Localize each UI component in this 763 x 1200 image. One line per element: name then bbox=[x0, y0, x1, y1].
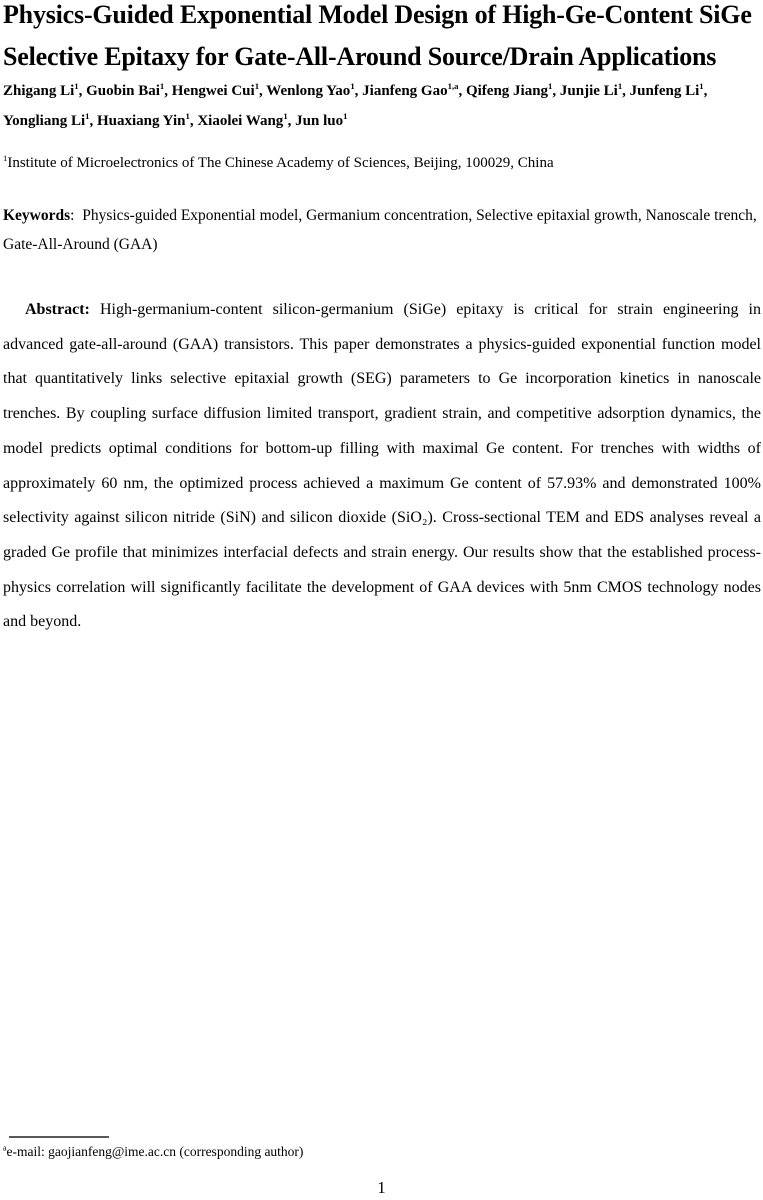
paper-title bbox=[3, 0, 761, 78]
author-name: Guobin Bai$^1$, bbox=[86, 81, 172, 99]
author-list bbox=[3, 76, 761, 136]
footnote-superscript: a bbox=[3, 1143, 7, 1153]
page-number: 1 bbox=[377, 1178, 386, 1197]
footnote-separator-rule bbox=[9, 1136, 109, 1138]
author-name: Yongliang Li$^1$, bbox=[3, 111, 97, 129]
author-superscript: 1 bbox=[85, 111, 90, 121]
paper-title-line-1: Physics-Guided Exponential Model Design of High-Ge-Content SiGe bbox=[3, 0, 752, 29]
author-superscript: 1 bbox=[185, 111, 190, 121]
footnote-text: e-mail: gaojianfeng@ime.ac.cn (corresponding author) bbox=[6, 1144, 304, 1159]
author-name: Qifeng Jiang$^1$, bbox=[465, 81, 560, 99]
author-superscript: 1 bbox=[350, 81, 355, 91]
abstract-text: High-germanium-content silicon-germanium (SiGe) epitaxy is critical for strain engineering in advanced gate-all-around (GAA) transistors. This paper demonstrates a physics-guided exponential function model that quantitatively links selective epitaxial growth (SEG) parameters to Ge incorporation kinetics in nanoscale trenches. By coupling surface diffusion limited transport, gradient strain, and competitive adsorption dynamics, the model predicts optimal conditions for bottom-up filling with maximal Ge content. For trenches with widths of approximately 60 nm, the optimized process achieved a maximum Ge content of 57.93% and demonstrated 100% selectivity against silicon nitride (SiN) and silicon dioxide (SiO₂). Cross-sectional TEM and EDS analyses reveal a graded Ge profile that minimizes interfacial defects and strain energy. Our results show that the established process-physics correlation will significantly facilitate the development of GAA devices with 5nm CMOS technology nodes and beyond. bbox=[3, 301, 761, 631]
author-name: Junfeng Li$^1$, bbox=[629, 81, 708, 99]
author-superscript: 1 bbox=[254, 81, 260, 91]
abstract-paragraph bbox=[3, 293, 761, 640]
affiliation-text: Institute of Microelectronics of The Chinese Academy of Sciences, Beijing, 100029, China bbox=[7, 155, 554, 171]
author-name: Jun luo$^1$ bbox=[295, 111, 348, 129]
author-superscript: 1 bbox=[283, 111, 288, 121]
abstract-label: Abstract: bbox=[25, 301, 90, 318]
author-superscript: 1 bbox=[699, 81, 704, 91]
author-superscript: 1 bbox=[548, 81, 553, 91]
paper-title-line-2: Selective Epitaxy for Gate-All-Around Source/Drain Applications bbox=[3, 42, 717, 71]
author-superscript: 1 bbox=[343, 111, 348, 121]
author-name: Junjie Li$^1$, bbox=[559, 81, 630, 99]
footnote-line bbox=[3, 1143, 743, 1161]
author-superscript: 1,a bbox=[447, 81, 459, 91]
footnote-area bbox=[3, 1136, 743, 1161]
affiliation-superscript: 1 bbox=[3, 153, 8, 163]
author-name: Huaxiang Yin$^1$, bbox=[96, 111, 198, 129]
author-superscript: 1 bbox=[617, 81, 623, 91]
author-name: Hengwei Cui$^1$, bbox=[171, 81, 267, 99]
author-superscript: 1 bbox=[74, 81, 79, 91]
author-name: Wenlong Yao$^1$, bbox=[266, 81, 363, 99]
keywords-line bbox=[3, 201, 761, 259]
keywords-label: Keywords bbox=[3, 207, 71, 224]
affiliation-line bbox=[3, 152, 761, 174]
author-name: Zhigang Li$^1$, bbox=[3, 81, 87, 99]
author-superscript: 1 bbox=[159, 81, 165, 91]
keywords-text: : Physics-guided Exponential model, Germanium concentration, Selective epitaxial growth, Nanoscale trench, Gate-All-Around (GAA) bbox=[3, 207, 757, 253]
author-name: Jianfeng Gao$^{1,a}$, bbox=[362, 81, 466, 99]
author-name: Xiaolei Wang$^1$, bbox=[197, 111, 296, 129]
